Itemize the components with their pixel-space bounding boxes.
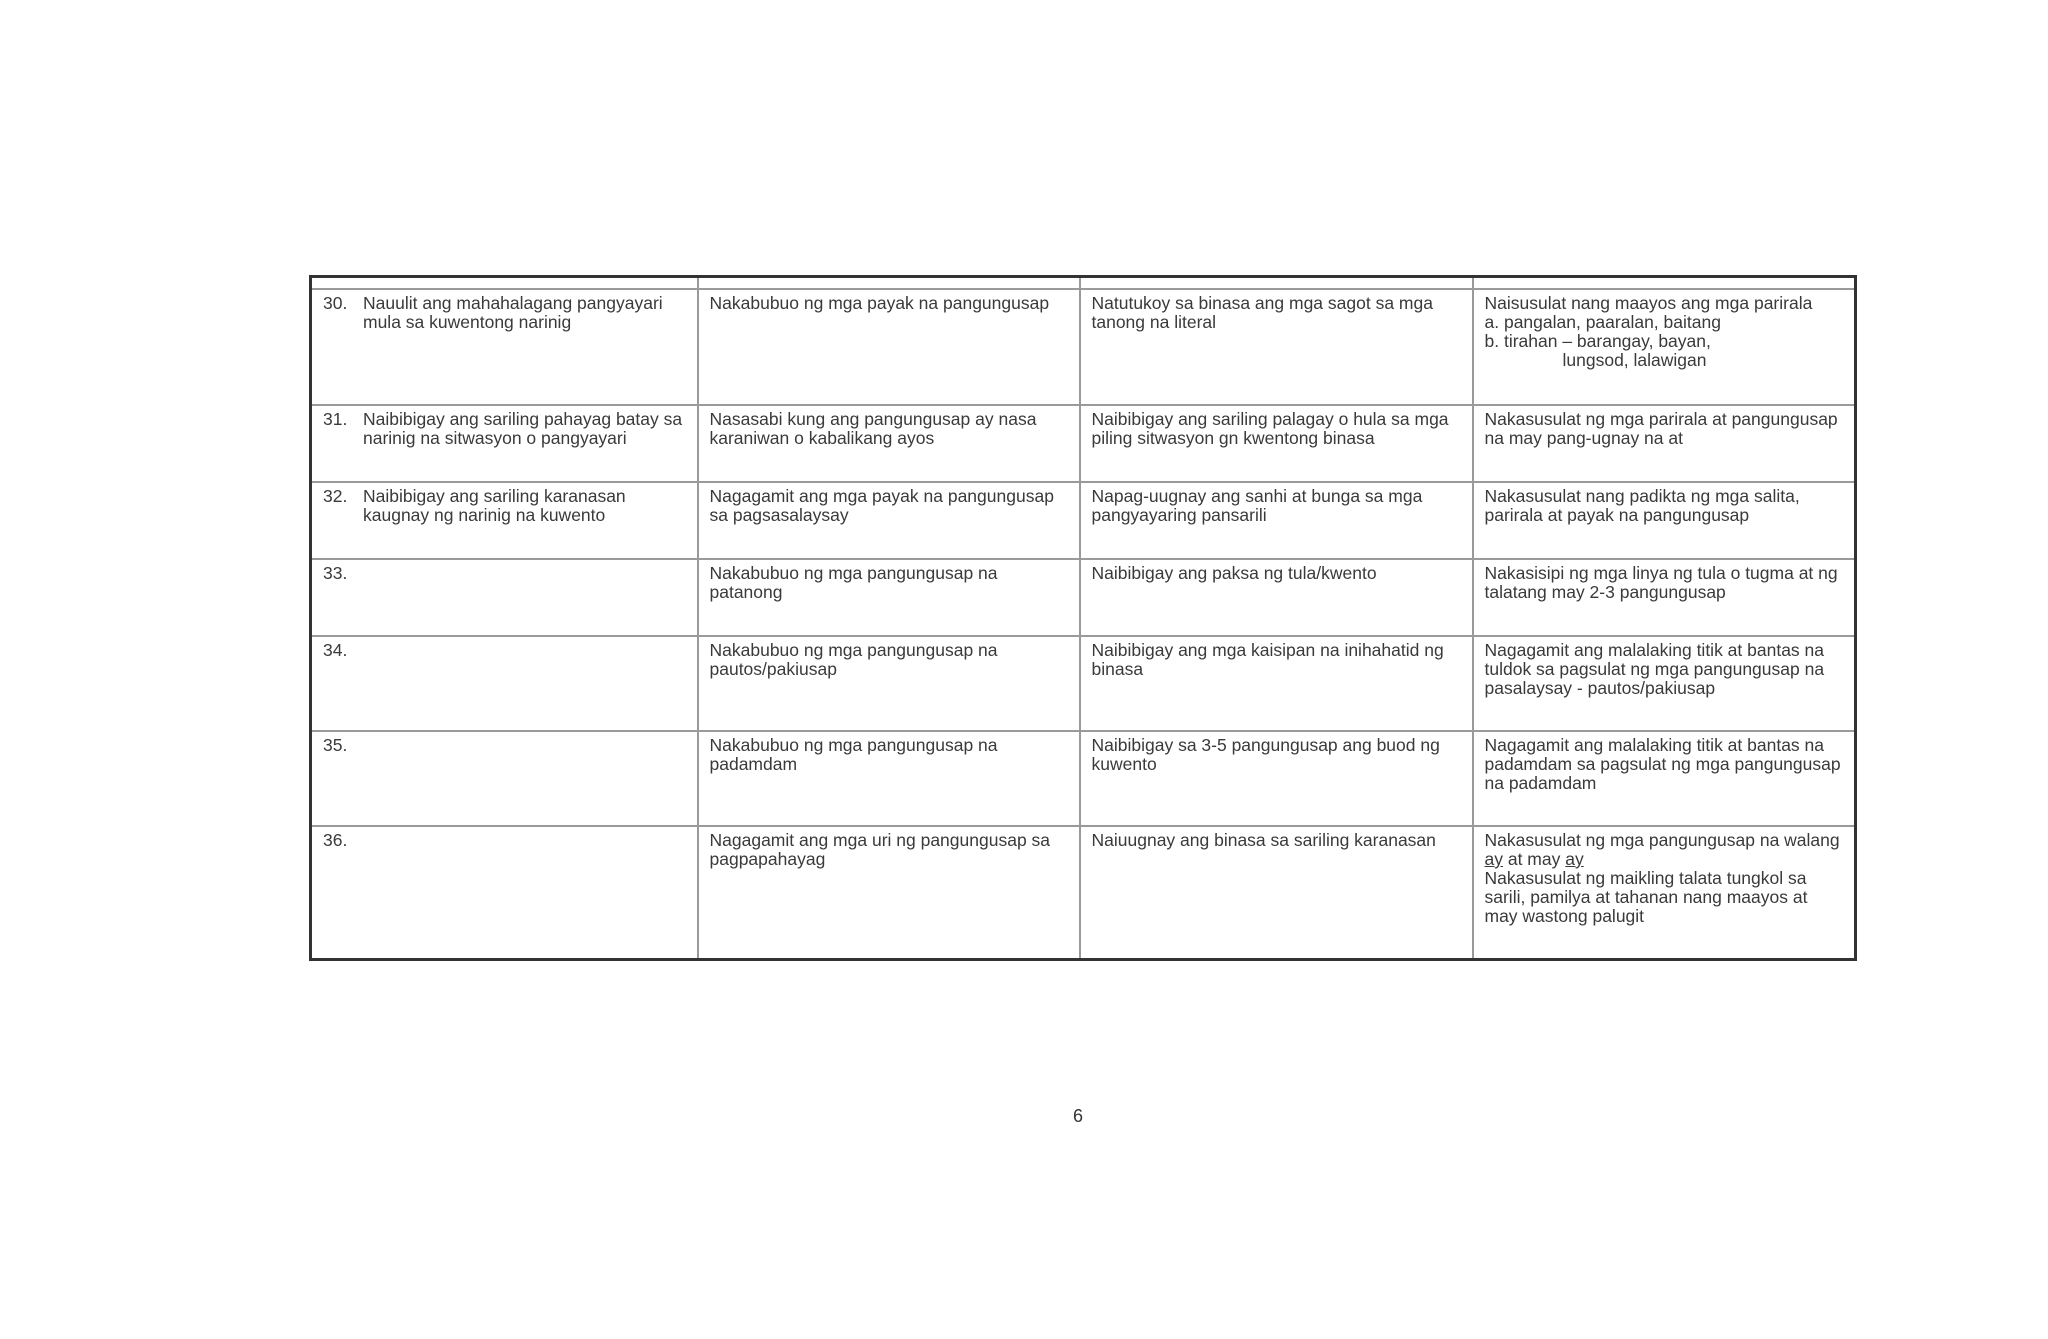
grammar-cell: Nagagamit ang mga payak na pangungusap sa pagsasalaysay xyxy=(698,482,1080,559)
writing-line: lungsod, lalawigan xyxy=(1562,350,1707,370)
page-number: 6 xyxy=(1073,1106,1084,1126)
writing-cell: Nakasusulat nang padikta ng mga salita, parirala at payak na pangungusap xyxy=(1473,482,1856,559)
competency-table xyxy=(309,275,1857,961)
writing-line: a. pangalan, paaralan, baitang xyxy=(1484,312,1721,332)
grammar-cell: Nakabubuo ng mga payak na pangungusap xyxy=(698,289,1080,405)
header-cell xyxy=(698,277,1080,290)
table-row xyxy=(311,289,1856,405)
table-row xyxy=(311,482,1856,559)
row-number: 30. xyxy=(323,293,348,313)
writing-cell: Nakasusulat ng mga parirala at pangungusap na may pang-ugnay na at xyxy=(1473,405,1856,482)
listening-text: Naibibigay ang sariling karanasan kaugnay ng narinig na kuwento xyxy=(363,486,626,525)
grammar-cell: Nasasabi kung ang pangungusap ay nasa karaniwan o kabalikang ayos xyxy=(698,405,1080,482)
table-row xyxy=(311,559,1856,636)
reading-cell: Naibibigay ang paksa ng tula/kwento xyxy=(1080,559,1473,636)
reading-cell: Napag-uugnay ang sanhi at bunga sa mga pangyayaring pansarili xyxy=(1080,482,1473,559)
listening-cell xyxy=(311,289,698,405)
table-row xyxy=(311,636,1856,731)
row-number: 33. xyxy=(323,563,348,583)
underlined-word: ay xyxy=(1565,849,1584,869)
reading-cell: Naibibigay ang mga kaisipan na inihahatid ng binasa xyxy=(1080,636,1473,731)
listening-cell xyxy=(311,731,698,826)
writing-text: Nakasusulat ng mga pangungusap na walang xyxy=(1484,830,1840,850)
grammar-cell: Nakabubuo ng mga pangungusap na padamdam xyxy=(698,731,1080,826)
grammar-cell: Nakabubuo ng mga pangungusap na patanong xyxy=(698,559,1080,636)
writing-cell: Nagagamit ang malalaking titik at bantas na padamdam sa pagsulat ng mga pangungusap na padamdam xyxy=(1473,731,1856,826)
listening-cell xyxy=(311,636,698,731)
writing-line: b. tirahan – barangay, bayan, xyxy=(1484,331,1711,351)
listening-text: Nauulit ang mahahalagang pangyayari mula sa kuwentong narinig xyxy=(363,293,663,332)
row-number: 34. xyxy=(323,640,348,660)
listening-cell xyxy=(311,482,698,559)
row-number: 32. xyxy=(323,486,348,506)
reading-cell: Naibibigay sa 3-5 pangungusap ang buod ng kuwento xyxy=(1080,731,1473,826)
reading-cell: Naiuugnay ang binasa sa sariling karanasan xyxy=(1080,826,1473,959)
listening-text: Naibibigay ang sariling pahayag batay sa narinig na sitwasyon o pangyayari xyxy=(363,409,683,448)
writing-cell: Nakasisipi ng mga linya ng tula o tugma at ng talatang may 2-3 pangungusap xyxy=(1473,559,1856,636)
underlined-word: ay xyxy=(1484,849,1503,869)
table-row xyxy=(311,731,1856,826)
table-row xyxy=(311,826,1856,959)
row-number: 36. xyxy=(323,830,348,850)
table-header-row xyxy=(311,277,1856,290)
reading-cell: Natutukoy sa binasa ang mga sagot sa mga tanong na literal xyxy=(1080,289,1473,405)
table-row xyxy=(311,405,1856,482)
row-number: 31. xyxy=(323,409,348,429)
writing-text: at may xyxy=(1502,849,1566,869)
listening-cell xyxy=(311,559,698,636)
header-cell xyxy=(1080,277,1473,290)
listening-cell xyxy=(311,826,698,959)
writing-cell xyxy=(1473,826,1856,959)
writing-line xyxy=(1485,831,1845,869)
grammar-cell: Nagagamit ang mga uri ng pangungusap sa pagpapahayag xyxy=(698,826,1080,959)
writing-cell xyxy=(1473,289,1856,405)
writing-line: Nakasusulat ng maikling talata tungkol sa sarili, pamilya at tahanan nang maayos at may wastong palugit xyxy=(1484,868,1808,926)
listening-cell xyxy=(311,405,698,482)
writing-cell: Nagagamit ang malalaking titik at bantas na tuldok sa pagsulat ng mga pangungusap na pasalaysay - pautos/pakiusap xyxy=(1473,636,1856,731)
grammar-cell: Nakabubuo ng mga pangungusap na pautos/pakiusap xyxy=(698,636,1080,731)
writing-line: Naisusulat nang maayos ang mga parirala xyxy=(1484,293,1813,313)
reading-cell: Naibibigay ang sariling palagay o hula sa mga piling sitwasyon gn kwentong binasa xyxy=(1080,405,1473,482)
header-cell xyxy=(311,277,698,290)
header-cell xyxy=(1473,277,1856,290)
row-number: 35. xyxy=(323,735,348,755)
